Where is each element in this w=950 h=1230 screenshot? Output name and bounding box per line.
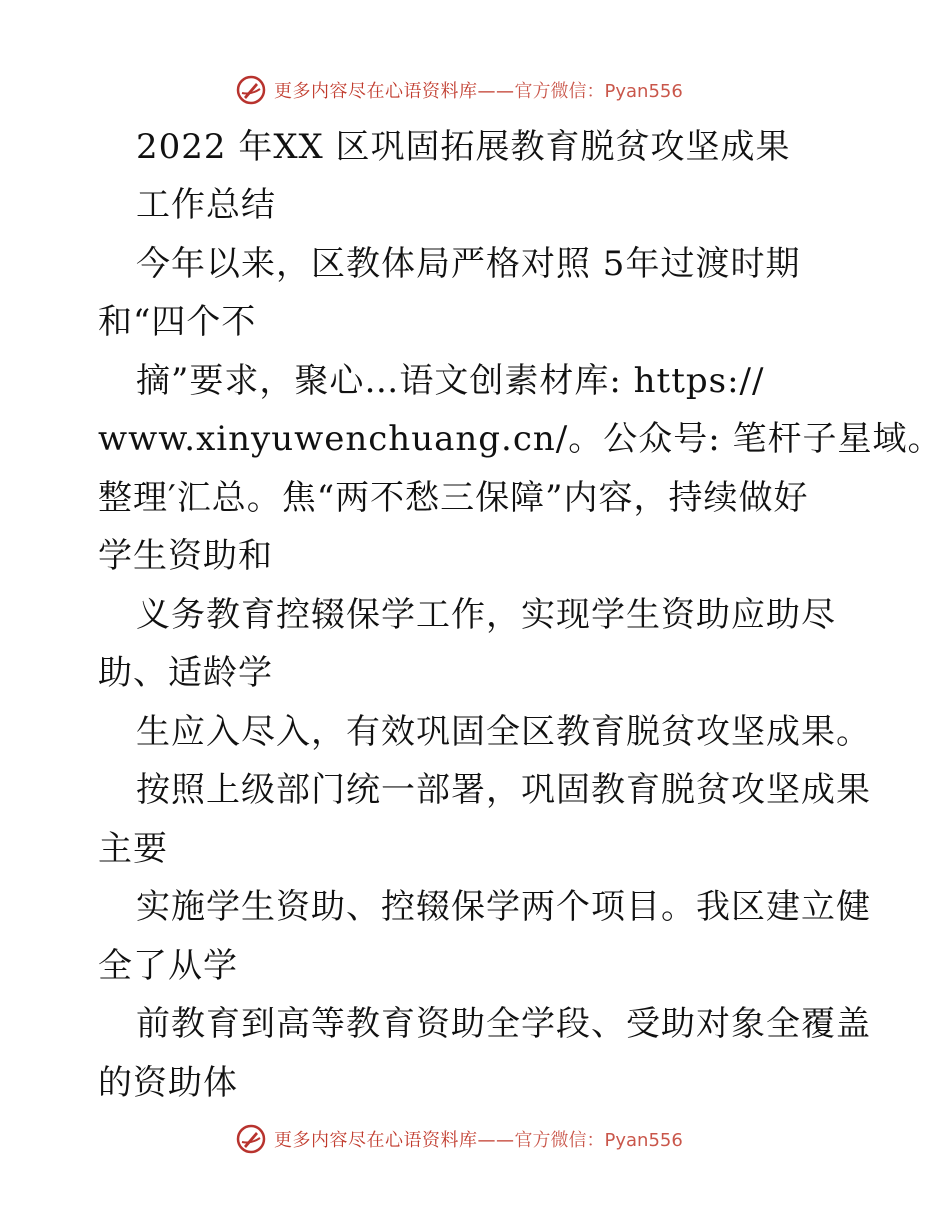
banner-text: 更多内容尽在心语资料库——: [274, 81, 515, 102]
doc-line: 整理′汇总。焦“两不愁三保障”内容，持续做好: [98, 478, 809, 518]
doc-line: 助、适龄学: [98, 653, 273, 693]
doc-line: 和“四个不: [98, 302, 257, 342]
quill-logo-icon: [236, 1124, 266, 1154]
banner-wechat: 官方微信：Pyan556: [514, 81, 683, 102]
doc-line: 的资助体: [98, 1063, 238, 1103]
doc-line: 主要: [98, 829, 168, 869]
doc-line: 前教育到高等教育资助全学段、受助对象全覆盖: [136, 1004, 871, 1044]
doc-line: 实施学生资助、控辍保学两个项目。我区建立健: [136, 887, 871, 927]
doc-line: www.xinyuwenchuang.cn/。公众号: 笔杆子星域。: [98, 419, 943, 459]
banner-wechat: 官方微信：Pyan556: [514, 1130, 683, 1151]
banner-text: 更多内容尽在心语资料库——: [274, 1130, 515, 1151]
doc-line: 今年以来，区教体局严格对照 5年过渡时期: [136, 244, 801, 284]
doc-line: 学生资助和: [98, 536, 273, 576]
header-banner: [236, 72, 683, 108]
doc-line: 义务教育控辍保学工作，实现学生资助应助尽: [136, 595, 836, 635]
doc-title-line-2: 工作总结: [136, 185, 276, 225]
doc-line: 按照上级部门统一部署，巩固教育脱贫攻坚成果: [136, 770, 871, 810]
footer-banner: [236, 1121, 683, 1157]
quill-logo-icon: [236, 75, 266, 105]
doc-line: 生应入尽入，有效巩固全区教育脱贫攻坚成果。: [136, 712, 871, 752]
doc-line: 全了从学: [98, 946, 238, 986]
doc-line: 摘”要求，聚心…语文创素材库: https://: [136, 361, 765, 401]
doc-title-line-1: 2022 年XX 区巩固拓展教育脱贫攻坚成果: [136, 127, 791, 167]
